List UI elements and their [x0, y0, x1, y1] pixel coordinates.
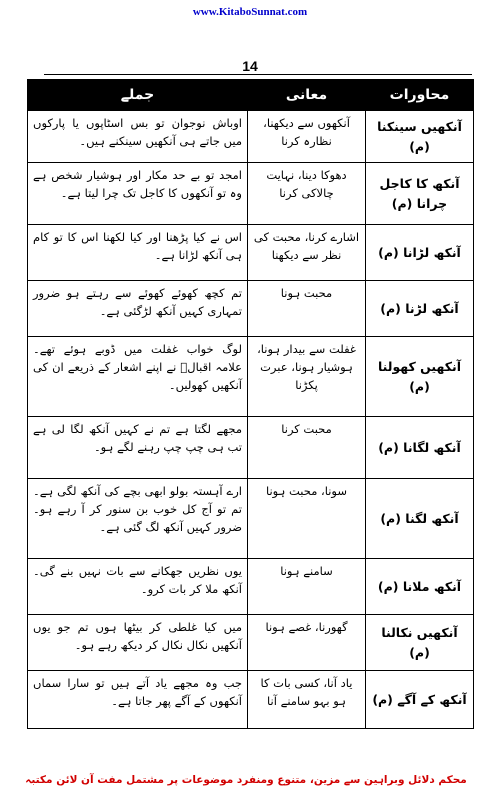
table-row [28, 281, 474, 337]
meaning-cell: آنکھوں سے دیکھنا، نظارہ کرنا [248, 111, 366, 163]
meaning-cell: گھورنا، غصے ہونا [248, 615, 366, 671]
table-row [28, 417, 474, 479]
idiom-cell: آنکھ ملانا (م) [366, 559, 474, 615]
sentence-cell: یوں نظریں جھکانے سے بات نہیں بنے گی۔ آنکھ ملا کر بات کرو۔ [28, 559, 248, 615]
meaning-cell: اشارے کرنا، محبت کی نظر سے دیکھنا [248, 225, 366, 281]
table-row [28, 337, 474, 417]
idiom-cell: آنکھ لڑنا (م) [366, 281, 474, 337]
sentence-cell: ارے آہستہ بولو ابھی بچے کی آنکھ لگی ہے۔ تم تو آج کل خوب بن سنور کر آ رہے ہو۔ ضرور کہیں آنکھ لگ گئی ہے۔ [28, 479, 248, 559]
table-row [28, 111, 474, 163]
site-url[interactable]: www.KitaboSunnat.com [192, 6, 308, 18]
idiom-cell: آنکھ لگنا (م) [366, 479, 474, 559]
sentence-cell: مجھے لگتا ہے تم نے کہیں آنکھ لگا لی ہے تب ہی چپ چپ رہنے لگے ہو۔ [28, 417, 248, 479]
idiom-cell: آنکھ لگانا (م) [366, 417, 474, 479]
idiom-cell: آنکھیں کھولنا (م) [366, 337, 474, 417]
table-row [28, 163, 474, 225]
sentence-cell: جب وہ مجھے یاد آتے ہیں تو سارا سماں آنکھوں کے آگے پھر جاتا ہے۔ [28, 671, 248, 729]
table-row [28, 559, 474, 615]
header-divider [44, 74, 472, 75]
table-row [28, 479, 474, 559]
idiom-cell: آنکھ کا کاجل چرانا (م) [366, 163, 474, 225]
idiom-cell: آنکھ لڑانا (م) [366, 225, 474, 281]
sentence-cell: تم کچھ کھوئے کھوئے سے رہتے ہو ضرور تمہاری کہیں آنکھ لڑگئی ہے۔ [28, 281, 248, 337]
meaning-cell: محبت ہونا [248, 281, 366, 337]
column-header-meanings: معانی [248, 80, 366, 111]
table-row [28, 671, 474, 729]
meaning-cell: دھوکا دینا، نہایت چالاکی کرنا [248, 163, 366, 225]
table-row [28, 615, 474, 671]
idiom-cell: آنکھیں نکالنا (م) [366, 615, 474, 671]
column-header-sentences: جملے [28, 80, 248, 111]
footer-tagline: محکم دلائل وبراہین سے مزین، متنوع ومنفرد موضوعات پر مشتمل مفت آن لائن مکتبہ [25, 774, 467, 786]
sentence-cell: اوباش نوجوان تو بس اسٹاپوں یا پارکوں میں جاتے ہی آنکھیں سینکنے ہیں۔ [28, 111, 248, 163]
idiom-cell: آنکھیں سینکنا (م) [366, 111, 474, 163]
page-number: 14 [242, 58, 258, 74]
sentence-cell: اس نے کیا پڑھنا اور کیا لکھنا اس کا تو کام ہی آنکھ لڑانا ہے۔ [28, 225, 248, 281]
table-header-row [28, 80, 474, 111]
sentence-cell: میں کیا غلطی کر بیٹھا ہوں تم جو یوں آنکھیں نکال نکال کر دیکھ رہے ہو۔ [28, 615, 248, 671]
table-row [28, 225, 474, 281]
idioms-table [27, 79, 474, 729]
meaning-cell: سامنے ہونا [248, 559, 366, 615]
idiom-cell: آنکھ کے آگے (م) [366, 671, 474, 729]
column-header-idioms: محاورات [366, 80, 474, 111]
meaning-cell: یاد آنا، کسی بات کا ہو بہو سامنے آنا [248, 671, 366, 729]
meaning-cell: غفلت سے بیدار ہونا، ہوشیار ہونا، عبرت پکڑنا [248, 337, 366, 417]
meaning-cell: محبت کرنا [248, 417, 366, 479]
sentence-cell: امجد تو بے حد مکار اور ہوشیار شخص ہے وہ تو آنکھوں کا کاجل تک چرا لیتا ہے۔ [28, 163, 248, 225]
sentence-cell: لوگ خواب غفلت میں ڈوبے ہوئے تھے۔ علامہ اقبالؒ نے اپنے اشعار کے ذریعے ان کی آنکھیں کھولیں۔ [28, 337, 248, 417]
meaning-cell: سونا، محبت ہونا [248, 479, 366, 559]
